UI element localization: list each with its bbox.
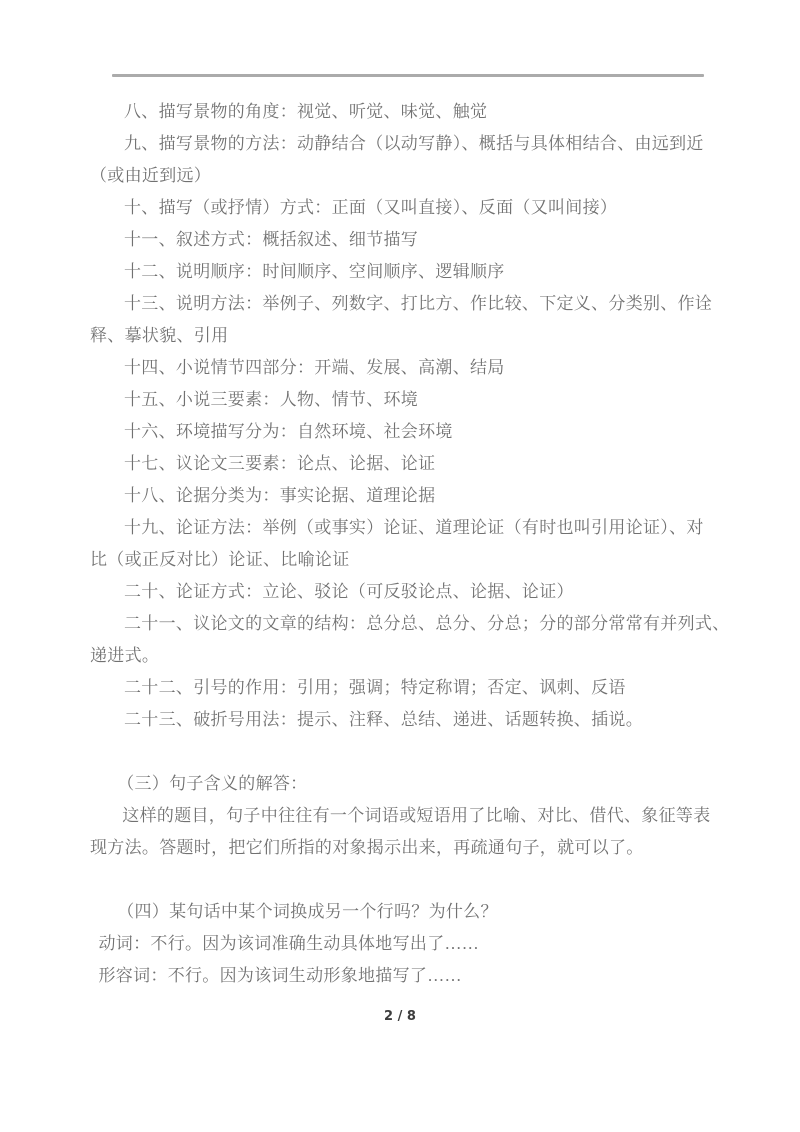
text-line: 九、描写景物的方法：动静结合（以动写静）、概括与具体相结合、由远到近: [124, 134, 704, 153]
text-line: （四）某句话中某个词换成另一个行吗？为什么？: [117, 902, 498, 921]
text-line: 十一、叙述方式：概括叙述、细节描写: [124, 230, 419, 249]
page-number: 2 / 8: [384, 1009, 416, 1024]
text-line: 现方法。答题时，把它们所指的对象揭示出来，再疏通句子，就可以了。: [90, 838, 644, 857]
text-line: （三）句子含义的解答：: [117, 774, 308, 793]
text-line: 八、描写景物的角度：视觉、听觉、味觉、触觉: [124, 102, 488, 121]
text-line: 十二、说明顺序：时间顺序、空间顺序、逻辑顺序: [124, 262, 505, 281]
text-line: 比（或正反对比）论证、比喻论证: [90, 550, 350, 569]
text-line: 二十三、破折号用法：提示、注释、总结、递进、话题转换、插说。: [124, 710, 643, 729]
text-line: 释、摹状貌、引用: [90, 326, 229, 345]
text-line: （或由近到远）: [90, 166, 212, 185]
text-line: 十九、论证方法：举例（或事实）论证、道理论证（有时也叫引用论证）、对: [124, 518, 704, 537]
text-line: 十三、说明方法：举例子、列数字、打比方、作比较、下定义、分类别、作诠: [124, 294, 713, 313]
header-rule: [112, 74, 704, 77]
text-line: 二十、论证方式：立论、驳论（可反驳论点、论据、论证）: [124, 582, 574, 601]
text-line: 这样的题目，句子中往往有一个词语或短语用了比喻、对比、借代、象征等表: [122, 806, 711, 825]
text-line: [90, 736, 712, 768]
text-line: 十七、议论文三要素：论点、论据、论证: [124, 454, 436, 473]
text-line: 二十一、议论文的文章的结构：总分总、总分、分总；分的部分常常有并列式、: [124, 614, 730, 633]
text-line: 十、描写（或抒情）方式：正面（又叫直接）、反面（又叫间接）: [124, 198, 618, 217]
document-body: [90, 96, 730, 992]
text-line: 十八、论据分类为：事实论据、道理论据: [124, 486, 436, 505]
text-line: 动词：不行。因为该词准确生动具体地写出了……: [98, 934, 480, 953]
text-line: 二十二、引号的作用：引用；强调；特定称谓；否定、讽刺、反语: [124, 678, 626, 697]
text-line: [90, 864, 712, 896]
text-line: 递进式。: [90, 646, 160, 665]
text-line: 十六、环境描写分为：自然环境、社会环境: [124, 422, 453, 441]
text-line: 形容词：不行。因为该词生动形象地描写了……: [98, 966, 462, 985]
text-line: 十五、小说三要素：人物、情节、环境: [124, 390, 419, 409]
text-line: 十四、小说情节四部分：开端、发展、高潮、结局: [124, 358, 505, 377]
